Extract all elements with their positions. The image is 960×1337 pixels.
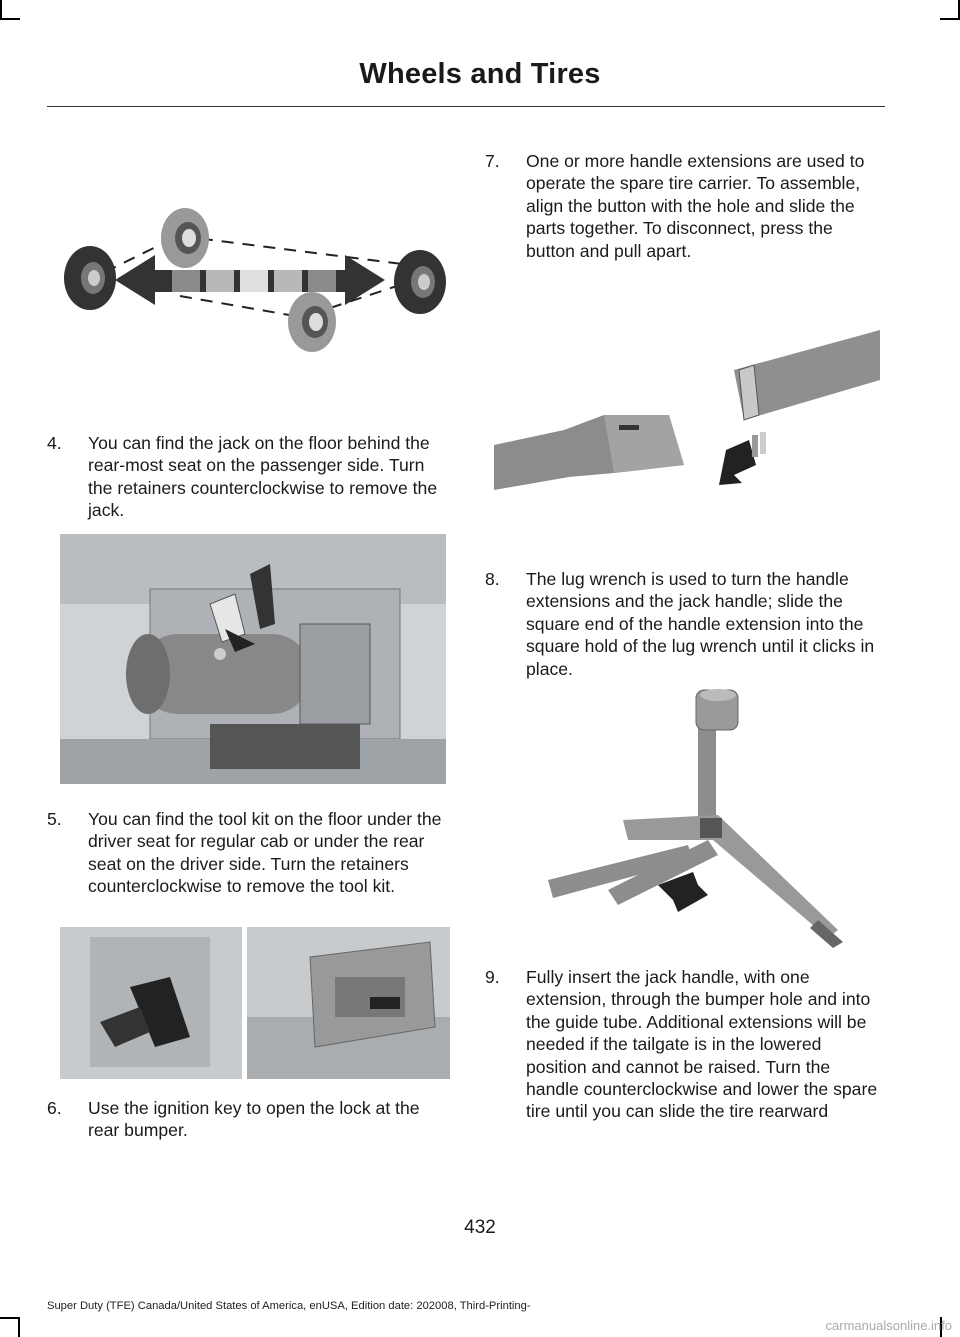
tire-icon	[394, 250, 446, 314]
step-5	[47, 808, 452, 922]
step-number: 4.	[47, 433, 62, 453]
tire-icon	[288, 292, 336, 352]
step-text: You can find the tool kit on the floor under the driver seat for regular cab or under the rear seat on the driver side. Turn the retainers counterclockwise to remove the tool kit.	[88, 809, 442, 897]
step-text: The lug wrench is used to turn the handle extensions and the jack handle; slide the square end of the handle extension into the square hold of the lug wrench until it clicks in place.	[526, 569, 875, 679]
step-number: 9.	[485, 967, 500, 987]
footer-text: Super Duty (TFE) Canada/United States of America, enUSA, Edition date: 202008, Third-Printing-	[47, 1300, 531, 1312]
crop-mark	[0, 18, 20, 20]
crop-mark	[940, 18, 960, 20]
step-text: Fully insert the jack handle, with one extension, through the bumper hole and into the guide tube. Additional extensions will be needed if the tailgate is in the lowered position and cannot be raised. Turn the handle counterclockwise and lower the spare tire until you can slide the tire rearward	[526, 967, 878, 1122]
crop-mark	[0, 0, 2, 20]
step-text: One or more handle extensions are used to operate the spare tire carrier. To assemble, align the button with the hole and slide the parts together. To disconnect, press the button and pull apart.	[526, 151, 865, 261]
step-number: 5.	[47, 809, 62, 829]
tire-rotation-illustration	[60, 200, 450, 360]
step-8	[485, 568, 885, 682]
tire-icon	[161, 208, 209, 268]
lug-wrench-illustration	[548, 680, 858, 950]
step-9	[485, 966, 885, 1146]
crop-mark	[0, 1317, 20, 1319]
page-title: Wheels and Tires	[359, 58, 601, 90]
crop-mark	[18, 1317, 20, 1337]
jack-illustration	[60, 534, 446, 784]
step-6	[47, 1097, 452, 1143]
step-number: 8.	[485, 569, 500, 589]
step-text: You can find the jack on the floor behind the rear-most seat on the passenger side. Turn the retainers counterclockwise to remove the jack.	[88, 433, 438, 521]
title-divider	[47, 106, 885, 107]
handle-extensions-illustration	[494, 325, 880, 515]
step-number: 6.	[47, 1098, 62, 1118]
step-4	[47, 432, 452, 524]
step-7	[485, 150, 885, 286]
tire-icon	[64, 246, 116, 310]
page-number: 432	[464, 1217, 496, 1238]
step-number: 7.	[485, 151, 500, 171]
tool-kit-illustration	[60, 927, 450, 1079]
step-text: Use the ignition key to open the lock at the rear bumper.	[88, 1098, 420, 1141]
watermark-text: carmanualsonline.info	[825, 1318, 952, 1333]
